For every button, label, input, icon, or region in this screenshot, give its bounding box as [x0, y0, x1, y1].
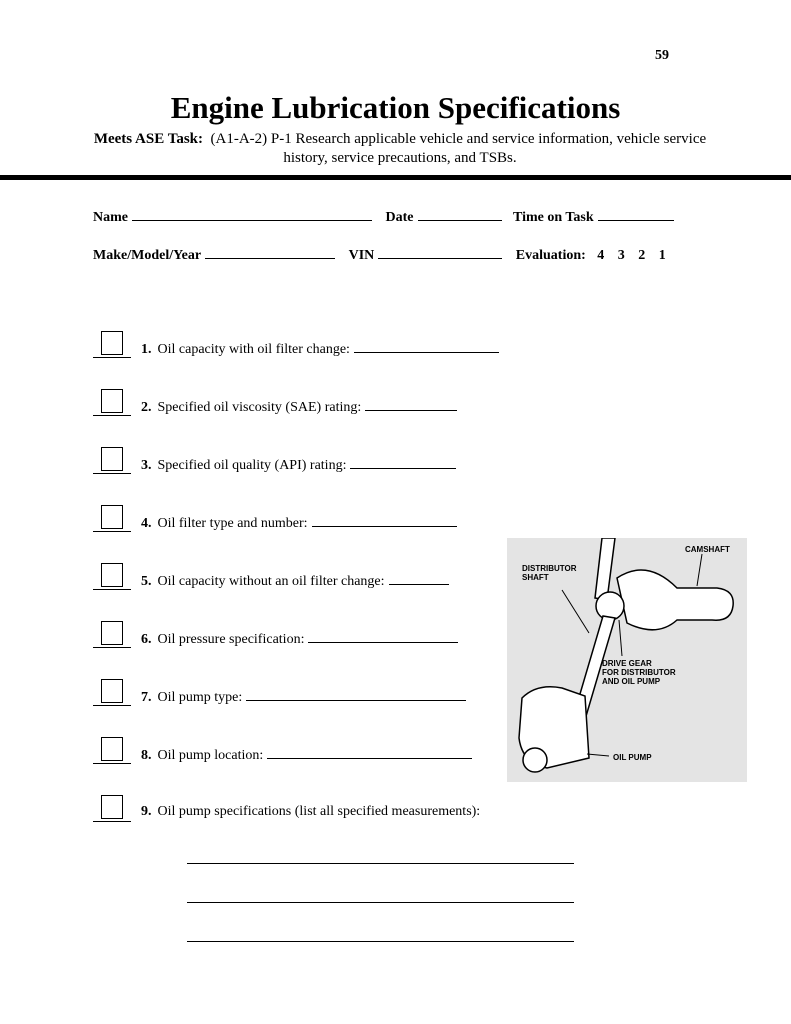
label-distributor-shaft-1: DISTRIBUTOR	[522, 564, 577, 573]
camshaft	[617, 570, 733, 630]
item-text: Oil capacity with oil filter change:	[157, 342, 350, 357]
item-text: Oil capacity without an oil filter change:	[157, 574, 385, 589]
name-field[interactable]	[132, 208, 372, 221]
time-on-task-field[interactable]	[598, 208, 674, 221]
evaluation-score-2[interactable]: 2	[638, 248, 646, 263]
label-oil-pump: OIL PUMP	[613, 753, 652, 762]
item-number: 4.	[141, 516, 152, 531]
initials-line[interactable]	[93, 821, 131, 822]
item-number: 6.	[141, 632, 152, 647]
evaluation-label: Evaluation:	[515, 248, 586, 263]
distributor-housing	[595, 538, 615, 600]
time-on-task-label: Time on Task	[513, 210, 594, 225]
item-number: 2.	[141, 400, 152, 415]
label-drive-gear-1: DRIVE GEAR	[602, 659, 652, 668]
checkbox[interactable]	[101, 389, 123, 413]
header-row-1	[93, 208, 678, 226]
drive-gear	[596, 592, 624, 620]
label-camshaft: CAMSHAFT	[685, 545, 730, 554]
pump-bolt	[523, 748, 547, 772]
answer-field[interactable]	[308, 630, 458, 643]
task-text: (A1-A-2) P-1 Research applicable vehicle and service information, vehicle service history, service precautions, and TSBs.	[210, 131, 707, 166]
make-model-year-label: Make/Model/Year	[93, 248, 202, 263]
item-number: 1.	[141, 342, 152, 357]
name-label: Name	[93, 210, 128, 225]
answer-field[interactable]	[267, 746, 472, 759]
date-label: Date	[385, 210, 414, 225]
oil-pump-illustration	[507, 538, 747, 782]
answer-field[interactable]	[354, 340, 499, 353]
item-text: Oil pressure specification:	[157, 632, 305, 647]
answer-field[interactable]	[350, 456, 456, 469]
item-number: 3.	[141, 458, 152, 473]
initials-line[interactable]	[93, 473, 131, 474]
item-number: 5.	[141, 574, 152, 589]
checkbox[interactable]	[101, 621, 123, 645]
header-row-2	[93, 246, 666, 264]
checkbox[interactable]	[101, 563, 123, 587]
item-number: 7.	[141, 690, 152, 705]
answer-line[interactable]	[187, 902, 574, 903]
task-label: Meets ASE Task:	[93, 131, 204, 147]
vin-field[interactable]	[378, 246, 502, 259]
item-text: Oil filter type and number:	[157, 516, 308, 531]
label-drive-gear-2: FOR DISTRIBUTOR	[602, 668, 676, 677]
answer-field[interactable]	[365, 398, 457, 411]
label-distributor-shaft-2: SHAFT	[522, 573, 549, 582]
item-text: Specified oil viscosity (SAE) rating:	[157, 400, 362, 415]
page-title: Engine Lubrication Specifications	[170, 90, 621, 125]
initials-line[interactable]	[93, 531, 131, 532]
checkbox[interactable]	[101, 505, 123, 529]
answer-line[interactable]	[187, 863, 574, 864]
date-field[interactable]	[418, 208, 502, 221]
make-model-year-field[interactable]	[205, 246, 335, 259]
checkbox[interactable]	[101, 679, 123, 703]
checkbox[interactable]	[101, 795, 123, 819]
ase-task	[80, 130, 720, 168]
initials-line[interactable]	[93, 589, 131, 590]
item-text: Oil pump specifications (list all specified measurements):	[157, 804, 481, 819]
evaluation-score-4[interactable]: 4	[597, 248, 605, 263]
answer-field[interactable]	[312, 514, 457, 527]
item-text: Specified oil quality (API) rating:	[157, 458, 347, 473]
vin-label: VIN	[348, 248, 375, 263]
checkbox[interactable]	[101, 737, 123, 761]
item-number: 9.	[141, 804, 152, 819]
initials-line[interactable]	[93, 357, 131, 358]
initials-line[interactable]	[93, 763, 131, 764]
evaluation-score-1[interactable]: 1	[658, 248, 666, 263]
initials-line[interactable]	[93, 415, 131, 416]
checkbox[interactable]	[101, 447, 123, 471]
answer-field[interactable]	[389, 572, 449, 585]
item-text: Oil pump type:	[157, 690, 243, 705]
answer-line[interactable]	[187, 941, 574, 942]
initials-line[interactable]	[93, 647, 131, 648]
divider	[0, 175, 791, 180]
distributor-oil-pump-diagram	[507, 538, 747, 782]
label-drive-gear-3: AND OIL PUMP	[602, 677, 661, 686]
checkbox[interactable]	[101, 331, 123, 355]
initials-line[interactable]	[93, 705, 131, 706]
item-number: 8.	[141, 748, 152, 763]
answer-field[interactable]	[246, 688, 466, 701]
item-text: Oil pump location:	[157, 748, 264, 763]
page-number: 59	[655, 48, 669, 63]
evaluation-score-3[interactable]: 3	[617, 248, 625, 263]
